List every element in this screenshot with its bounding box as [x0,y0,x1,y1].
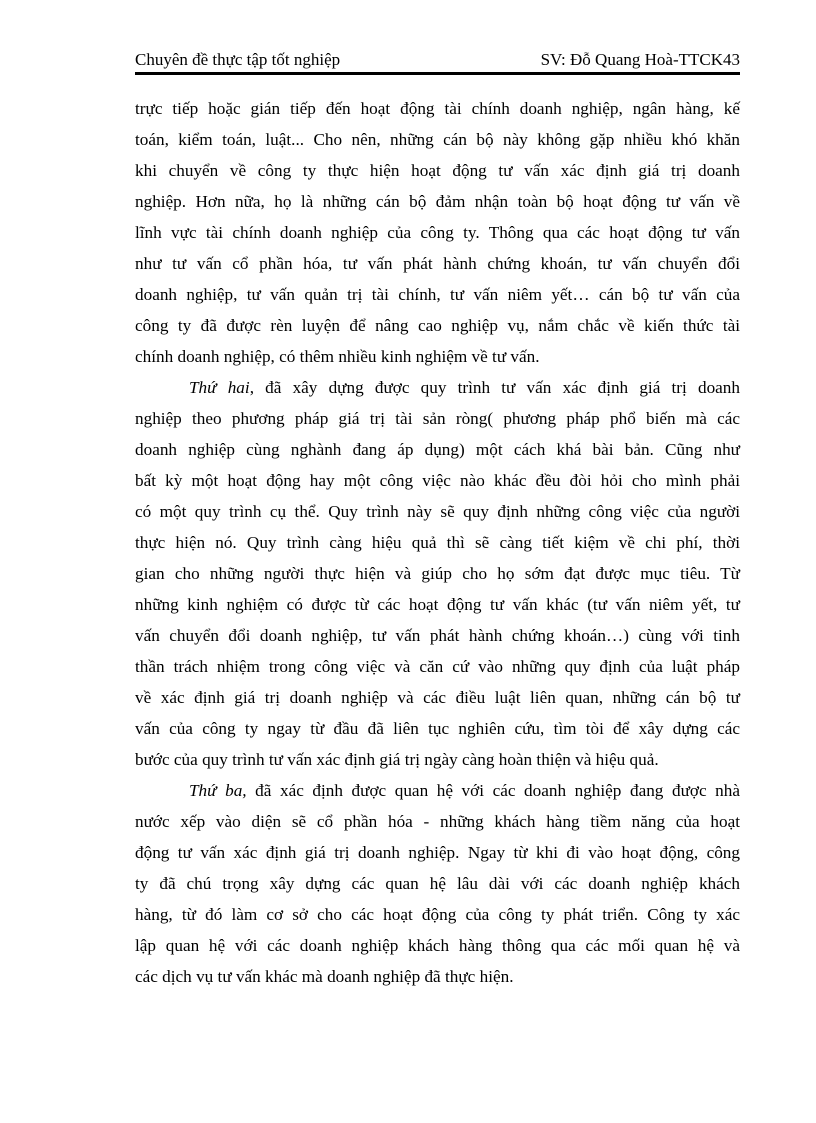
paragraph-lead-rest: đã xác định được quan hệ với các doanh nghiệp đang được nhà [246,781,740,800]
text-line-first [135,775,740,806]
header-document-title: Chuyên đề thực tập tốt nghiệp [135,50,341,69]
text-line: doanh nghiệp cùng nghành đang áp dụng) một cách khá bài bản. Cũng như [135,440,740,459]
header-student-name: SV: Đỗ Quang Hoà-TTCK43 [540,50,740,69]
paragraph-lead: Thứ hai [189,378,250,397]
page-header [135,48,740,75]
text-line: khi chuyển về công ty thực hiện hoạt động tư vấn xác định giá trị doanh [135,161,740,180]
text-line-first [135,372,740,403]
paragraph-1 [135,93,740,372]
paragraph-lead: Thứ ba, [189,781,247,800]
text-line: thần trách nhiệm trong công việc và căn cứ vào những quy định của luật pháp [135,657,740,676]
text-line: công ty đã được rèn luyện để nâng cao nghiệp vụ, nắm chắc về kiến thức tài [135,316,740,335]
text-line: những kinh nghiệm có được từ các hoạt động tư vấn khác (tư vấn niêm yết, tư [135,595,740,614]
text-line: hàng, từ đó làm cơ sở cho các hoạt động của công ty phát triển. Công ty xác [135,905,740,924]
text-line: các dịch vụ tư vấn khác mà doanh nghiệp đã thực hiện. [135,967,514,986]
text-line: như tư vấn cổ phần hóa, tư vấn phát hành chứng khoán, tư vấn chuyển đổi [135,254,740,273]
paragraph-2 [135,372,740,775]
text-line: bất kỳ một hoạt động hay một công việc nào khác đều đòi hỏi cho mình phải [135,471,740,490]
document-body [135,93,740,992]
text-line: toán, kiểm toán, luật... Cho nên, những cán bộ này không gặp nhiều khó khăn [135,130,740,149]
text-line: lập quan hệ với các doanh nghiệp khách hàng thông qua các mối quan hệ và [135,936,740,955]
paragraph-3 [135,775,740,992]
text-line: nước xếp vào diện sẽ cổ phần hóa - những khách hàng tiềm năng của hoạt [135,812,740,831]
text-line: về xác định giá trị doanh nghiệp và các điều luật liên quan, những cán bộ tư [135,688,740,707]
text-line: ty đã chú trọng xây dựng các quan hệ lâu dài với các doanh nghiệp khách [135,874,740,893]
text-line: bước của quy trình tư vấn xác định giá trị ngày càng hoàn thiện và hiệu quả. [135,750,659,769]
text-line: động tư vấn xác định giá trị doanh nghiệp. Ngay từ khi đi vào hoạt động, công [135,843,740,862]
text-line: lĩnh vực tài chính doanh nghiệp của công ty. Thông qua các hoạt động tư vấn [135,223,740,242]
text-line: gian cho những người thực hiện và giúp cho họ sớm đạt được mục tiêu. Từ [135,564,740,583]
text-line: nghiệp. Hơn nữa, họ là những cán bộ đảm nhận toàn bộ hoạt động tư vấn về [135,192,740,211]
text-line: nghiệp theo phương pháp giá trị tài sản ròng( phương pháp phổ biến mà các [135,409,740,428]
text-line: trực tiếp hoặc gián tiếp đến hoạt động tài chính doanh nghiệp, ngân hàng, kế [135,99,740,118]
text-line: vấn của công ty ngay từ đầu đã liên tục nghiên cứu, tìm tòi để xây dựng các [135,719,740,738]
text-line: doanh nghiệp, tư vấn quản trị tài chính, tư vấn niêm yết… cán bộ tư vấn của [135,285,740,304]
text-line: chính doanh nghiệp, có thêm nhiều kinh nghiệm về tư vấn. [135,347,540,366]
text-line: vấn chuyển đổi doanh nghiệp, tư vấn phát hành chứng khoán…) cùng với tinh [135,626,740,645]
paragraph-lead-rest: , đã xây dựng được quy trình tư vấn xác định giá trị doanh [249,378,740,397]
text-line: thực hiện nó. Quy trình càng hiệu quả thì sẽ càng tiết kiệm về chi phí, thời [135,533,740,552]
text-line: có một quy trình cụ thể. Quy trình này sẽ quy định những công việc của người [135,502,740,521]
